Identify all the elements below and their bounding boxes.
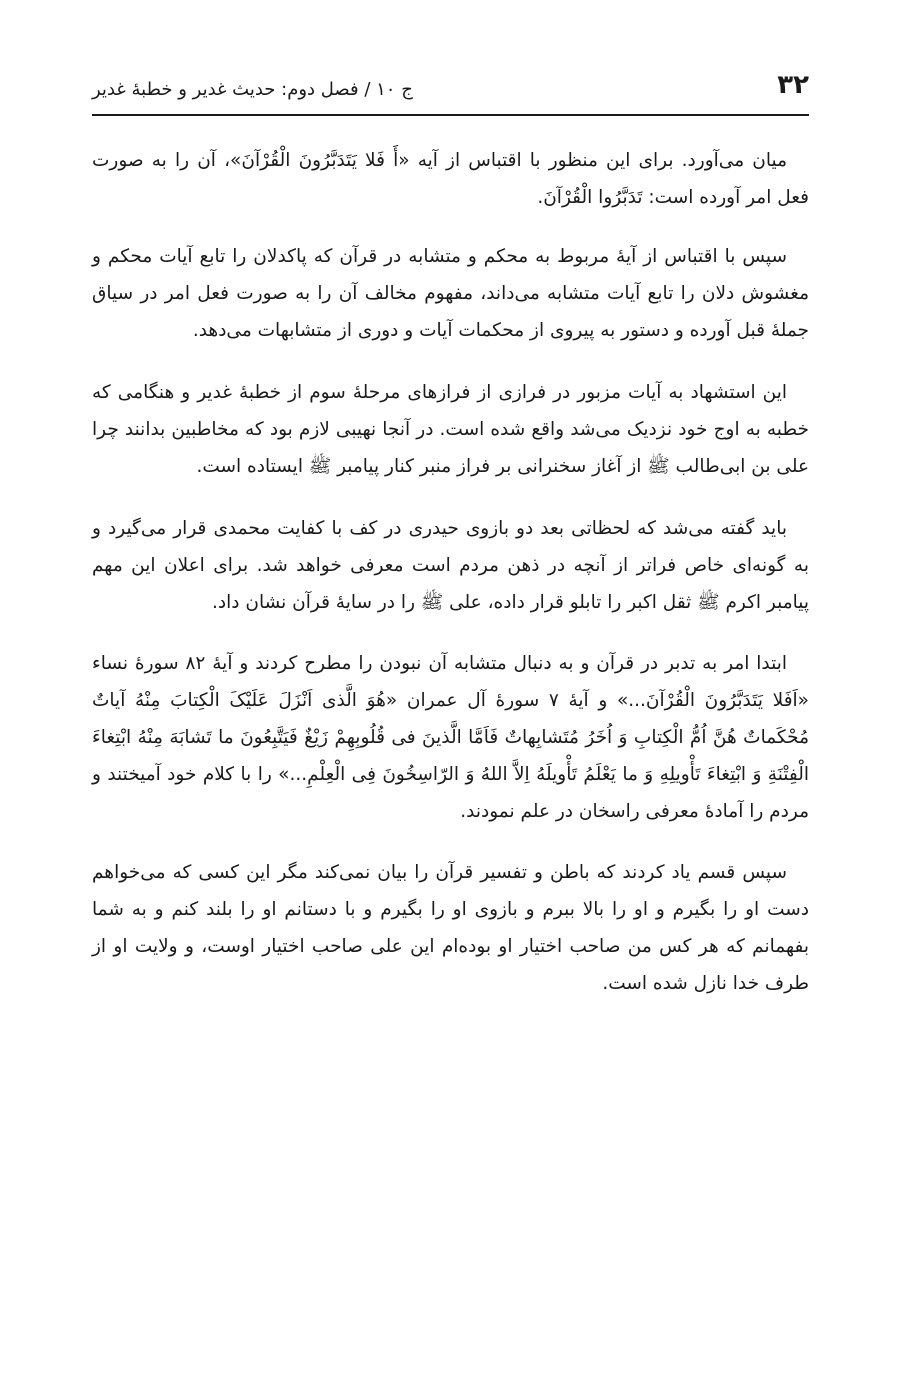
- paragraph-6: سپس قسم یاد کردند که باطن و تفسیر قرآن را بیان نمی‌کند مگر این کسی که می‌خواهم دست او را بگیرم و او را بالا ببرم و بازوی او را بگیرم و با دستانم او را بلند کنم و به شما بفهمانم که هر کس من صاحب اختیار او بوده‌ام این علی صاحب اختیار اوست، و ولایت او از طرف خدا نازل شده است.: [92, 862, 809, 994]
- paragraph-3: این استشهاد به آیات مزبور در فرازی از فرازهای مرحلهٔ سوم از خطبهٔ غدیر و هنگامی که خطبه به اوج خود نزدیک می‌شد واقع شده است. در آنجا نهیبی لازم بود که مخاطبین بدانند چرا علی بن ابی‌طالب ﷺ از آغاز سخنرانی بر فراز منبر کنار پیامبر ﷺ ایستاده است.: [92, 382, 809, 477]
- page-number: ۳۲: [777, 70, 809, 100]
- paragraph-1: میان می‌آورد. برای این منظور با اقتباس از آیه «أَ فَلا یَتَدَبَّرُونَ الْقُرْآنَ»، آن را به صورت فعل امر آورده است: تَدَبَّرُوا الْقُرْآنَ.: [92, 150, 809, 208]
- paragraph-5: ابتدا امر به تدبر در قرآن و به دنبال متشابه آن نبودن را مطرح کردند و آیهٔ ۸۲ سورهٔ نساء «اَفَلا یَتَدَبَّرُونَ الْقُرْآنَ...» و آیهٔ ۷ سورهٔ آل عمران «هُوَ الَّذی اَنْزَلَ عَلَیْکَ الْکِتابَ مِنْهُ آیاتٌ مُحْکَماتٌ هُنَّ اُمُّ الْکِتابِ وَ اُخَرُ مُتَشابِهاتٌ فَاَمَّا الَّذینَ فی قُلُوبِهِمْ زَیْغٌ فَیَتَّبِعُونَ ما تَشابَهَ مِنْهُ ابْتِغاءَ الْفِتْنَةِ وَ ابْتِغاءَ تَأْویلِهِ وَ ما یَعْلَمُ تَأْویلَهُ اِلاَّ اللهُ وَ الرّاسِخُونَ فِی الْعِلْمِ...» را با کلام خود آمیختند و مردم را آمادهٔ معرفی راسخان در علم نمودند.: [92, 653, 809, 822]
- chapter-title: ج ۱۰ / فصل دوم: حدیث غدیر و خطبهٔ غدیر: [92, 79, 413, 100]
- book-page: [92, 0, 809, 1390]
- running-header: [92, 68, 809, 116]
- paragraph-2: سپس با اقتباس از آیهٔ مربوط به محکم و متشابه در قرآن که پاکدلان را تابع آیات محکم و مغشوش دلان را تابع آیات متشابه می‌داند، مفهوم مخالف آن را به صورت فعل امر در سیاق جملهٔ قبل آورده و دستور به پیروی از محکمات آیات و دوری از متشابهات می‌دهد.: [92, 246, 809, 341]
- body-text: [92, 142, 809, 1027]
- paragraph-4: باید گفته می‌شد که لحظاتی بعد دو بازوی حیدری در کف با کفایت محمدی قرار می‌گیرد و به گونه‌ای خاص فراتر از آنچه در ذهن مردم است معرفی خواهد شد. برای اعلان این مهم پیامبر اکرم ﷺ ثقل اکبر را تابلو قرار داده، علی ﷺ را در سایهٔ قرآن نشان داد.: [92, 518, 809, 613]
